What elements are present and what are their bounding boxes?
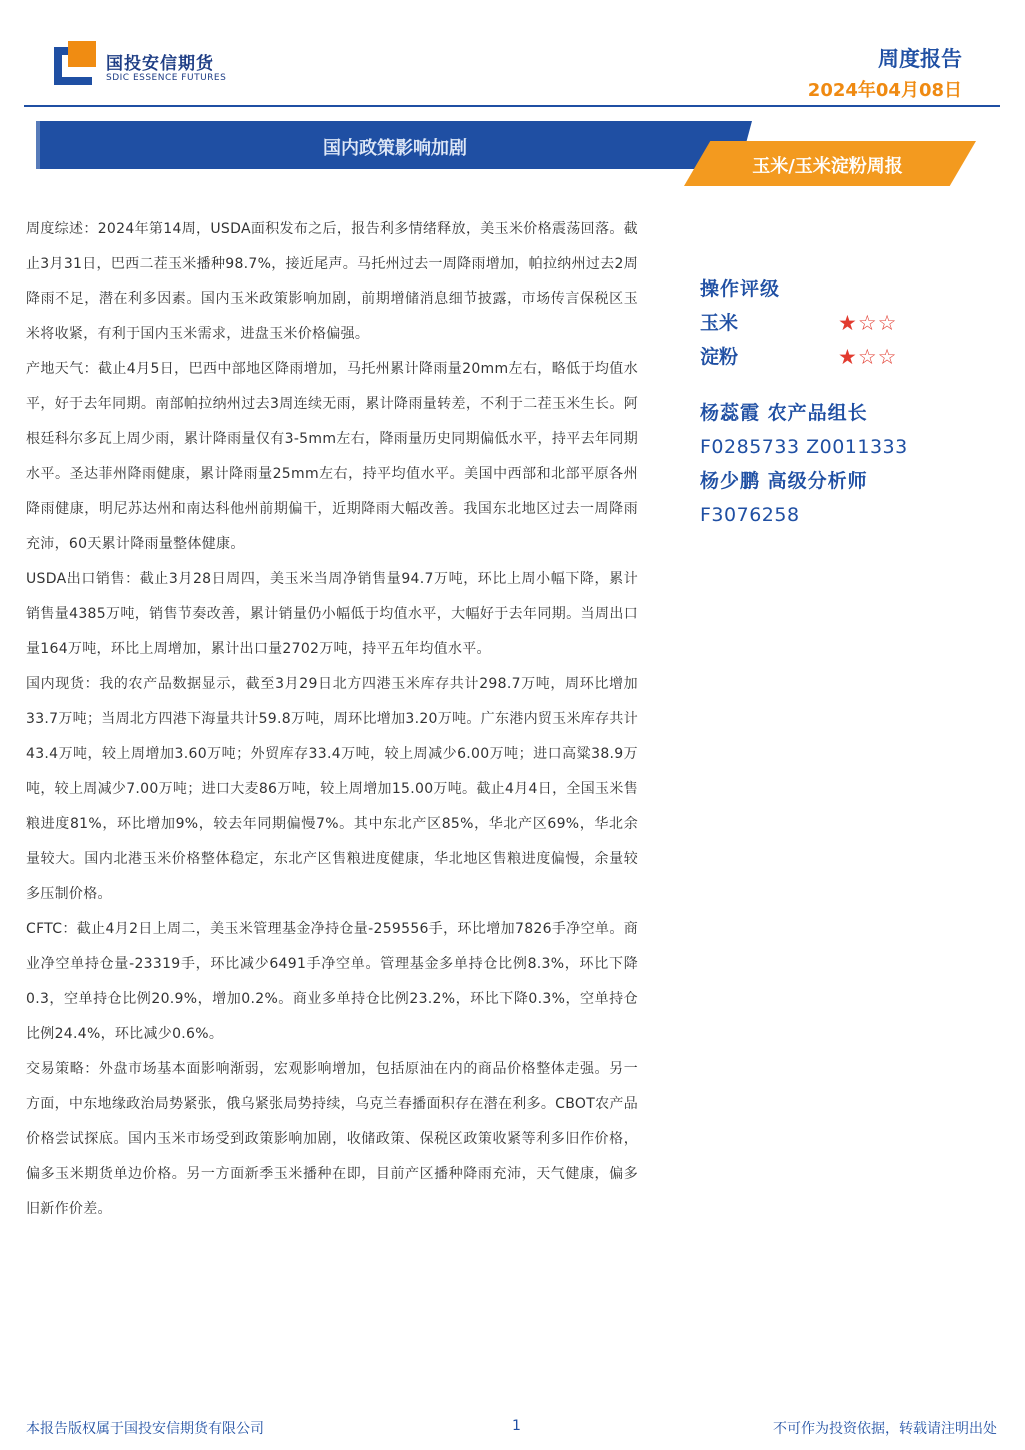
report-date: 2024年04月08日 [807,80,962,101]
report-subtitle: 玉米/玉米淀粉周报 [752,156,903,177]
rating-row-starch [700,340,990,374]
paragraph-domestic-spot: 国内现货：我的农产品数据显示，截至3月29日北方四港玉米库存共计298.7万吨，周环比增加33.7万吨；当周北方四港下海量共计59.8万吨，周环比增加3.20万吨。广东港内贸玉米库存共计43.4万吨，较上周增加3.60万吨；外贸库存33.4万吨，较上周减少6.00万吨；进口高粱38.9万吨，较上周减少7.00万吨；进口大麦86万吨，较上周增加15.00万吨。截止4月4日，全国玉米售粮进度81%，环比增加9%，较去年同期偏慢7%。其中东北产区85%，华北产区69%，华北余量较大。国内北港玉米价格整体稳定，东北产区售粮进度健康，华北地区售粮进度偏慢，余量较多压制价格。 [26,676,638,902]
rating-label: 淀粉 [700,346,739,368]
paragraph-weather: 产地天气：截止4月5日，巴西中部地区降雨增加，马托州累计降雨量20mm左右，略低于均值水平，好于去年同期。南部帕拉纳州过去3周连续无雨，累计降雨量转差，不利于二茬玉米生长。阿根廷科尔多瓦上周少雨，累计降雨量仅有3-5mm左右，降雨量历史同期偏低水平，持平去年同期水平。圣达菲州降雨健康，累计降雨量25mm左右，持平均值水平。美国中西部和北部平原各州降雨健康，明尼苏达州和南达科他州前期偏干，近期降雨大幅改善。我国东北地区过去一周降雨充沛，60天累计降雨量整体健康。 [26,361,638,552]
paragraph-weekly-summary: 周度综述：2024年第14周，USDA面积发布之后，报告利多情绪释放，美玉米价格震荡回落。截止3月31日，巴西二茬玉米播种98.7%，接近尾声。马托州过去一周降雨增加，帕拉纳州过去2周降雨不足，潜在利多因素。国内玉米政策影响加剧，前期增储消息细节披露，市场传言保税区玉米将收紧，有利于国内玉米需求，进盘玉米价格偏强。 [26,221,638,342]
logo-cn-text: 国投安信期货 [106,54,214,74]
paragraph-strategy: 交易策略：外盘市场基本面影响渐弱，宏观影响增加，包括原油在内的商品价格整体走强。另一方面，中东地缘政治局势紧张，俄乌紧张局势持续，乌克兰春播面积存在潜在利多。CBOT农产品价格尝试探底。国内玉米市场受到政策影响加剧，收储政策、保税区政策收紧等利多旧作价格，偏多玉米期货单边价格。另一方面新季玉米播种在即，目前产区播种降雨充沛，天气健康，偏多旧新作价差。 [26,1061,638,1217]
sidebar [700,272,990,532]
report-body [26,212,638,1227]
company-logo [54,41,234,89]
logo-icon [54,41,98,85]
report-title: 国内政策影响加剧 [323,138,467,159]
analyst-license: F0285733 Z0011333 [700,436,908,458]
logo-en-text: SDIC ESSENCE FUTURES [106,73,227,83]
analyst-info [700,396,990,532]
analyst-license: F3076258 [700,504,800,526]
analyst-name-title: 杨少鹏 高级分析师 [700,470,868,492]
paragraph-cftc: CFTC：截止4月2日上周二，美玉米管理基金净持仓量-259556手，环比增加7826手净空单。商业净空单持仓量-23319手，环比减少6491手净空单。管理基金多单持仓比例8.3%，环比下降0.3，空单持仓比例20.9%，增加0.2%。商业多单持仓比例23.2%，环比下降0.3%，空单持仓比例24.4%，环比减少0.6%。 [26,921,638,1042]
page-number: 1 [512,1418,521,1434]
rating-row-corn [700,306,990,340]
paragraph-export-sales: USDA出口销售：截止3月28日周四，美玉米当周净销售量94.7万吨，环比上周小幅下降，累计销售量4385万吨，销售节奏改善，累计销量仍小幅低于均值水平，大幅好于去年同期。当周出口量164万吨，环比上周增加，累计出口量2702万吨，持平五年均值水平。 [26,571,638,657]
footer-disclaimer: 不可作为投资依据，转载请注明出处 [773,1421,997,1437]
footer-copyright: 本报告版权属于国投安信期货有限公司 [26,1421,264,1437]
report-type: 周度报告 [878,47,962,71]
star-rating-icon: ★☆☆ [838,311,898,335]
star-rating-icon: ★☆☆ [838,345,898,369]
rating-label: 玉米 [700,312,739,334]
rating-title: 操作评级 [700,278,781,300]
analyst-name-title: 杨蕊霞 农产品组长 [700,402,868,424]
header-divider [24,105,1000,107]
